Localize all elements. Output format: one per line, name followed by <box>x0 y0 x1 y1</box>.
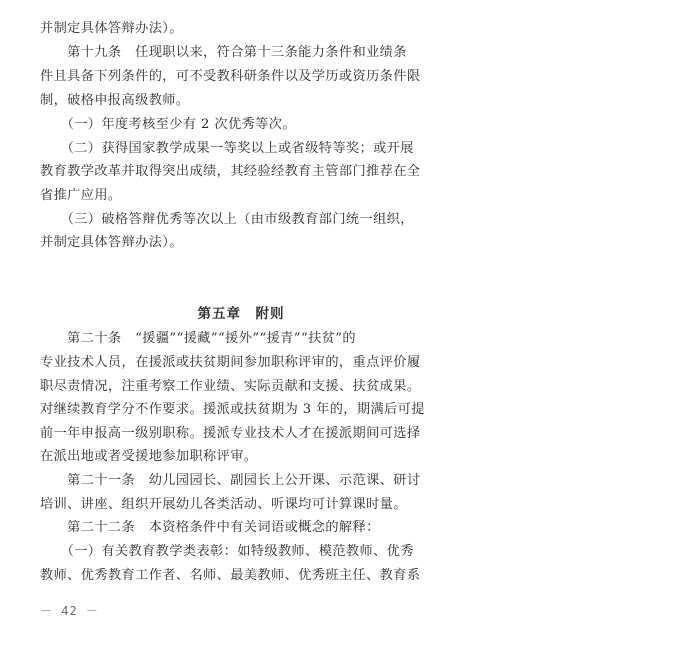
text-line: 在派出地或者受援地参加职称评审。 <box>40 449 258 464</box>
text-line: 教师、优秀教育工作者、名师、最美教师、优秀班主任、教育系 <box>40 568 421 583</box>
text-line: （一）有关教育教学类表彰：如特级教师、模范教师、优秀 <box>40 544 414 559</box>
text-line: 并制定具体答辩办法）。 <box>40 235 183 250</box>
text-line: （三）破格答辩优秀等次以上（由市级教育部门统一组织， <box>40 212 414 227</box>
text-line: 第十九条 任现职以来，符合第十三条能力条件和业绩条 <box>40 45 407 60</box>
text-line: 培训、讲座、组织开展幼儿各类活动、听课均可计算课时量。 <box>40 497 407 512</box>
text-line: 制，破格申报高级教师。 <box>40 93 190 108</box>
text-line: 第二十二条 本资格条件中有关词语或概念的解释： <box>40 520 380 535</box>
text-line: 第二十一条 幼儿园园长、副园长上公开课、示范课、研讨 <box>40 473 421 488</box>
text-line: 教育教学改革并取得突出成绩，其经验经教育主管部门推荐在全 <box>40 164 421 179</box>
text-line: 并制定具体答辩办法）。 <box>40 21 183 36</box>
text-line: 前一年申报高一级别职称。援派专业技术人才在援派期间可选择 <box>40 426 421 441</box>
text-line: 职尽责情况，注重考察工作业绩、实际贡献和支援、扶贫成果。 <box>40 379 421 394</box>
page-number: － 42 － <box>40 604 99 618</box>
text-line: 省推广应用。 <box>40 188 122 203</box>
chapter-heading: 第五章 附则 <box>197 306 285 322</box>
text-line: 专业技术人员，在援派或扶贫期间参加职称评审的，重点评价履 <box>40 355 421 370</box>
text-line: （一）年度考核至少有 2 次优秀等次。 <box>40 117 296 132</box>
text-line: 第二十条 “援疆”“援藏”“援外”“援青”“扶贫”的 <box>40 331 356 346</box>
text-line: 件且具备下列条件的，可不受教科研条件以及学历或资历条件限 <box>40 69 421 84</box>
text-line: （二）获得国家教学成果一等奖以上或省级特等奖；或开展 <box>40 141 414 156</box>
text-line: 对继续教育学分不作要求。援派或扶贫期为 3 年的，期满后可提 <box>40 402 425 417</box>
